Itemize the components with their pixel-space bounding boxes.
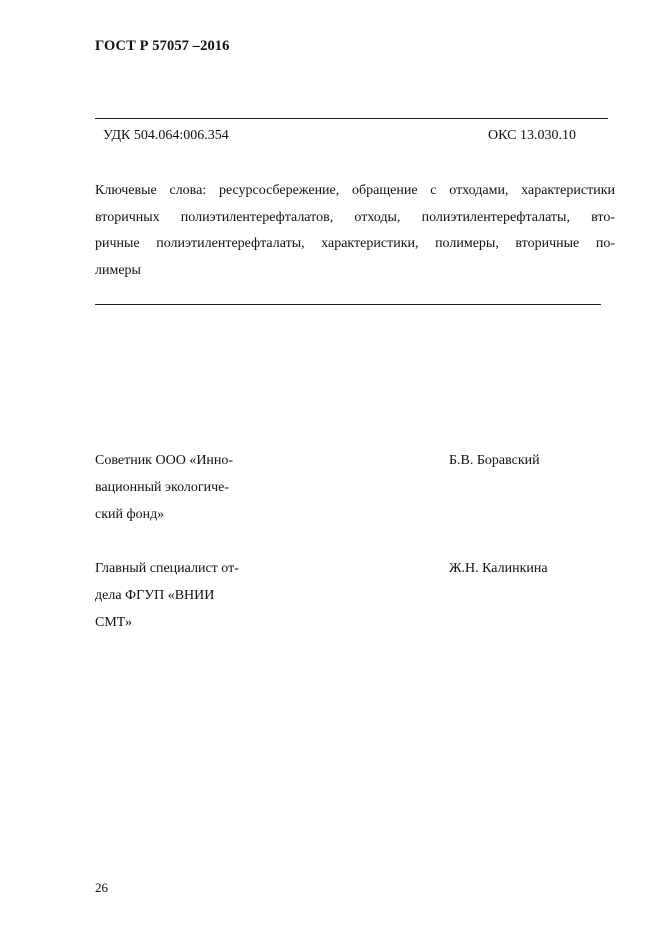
standard-header: ГОСТ Р 57057 –2016 [95,38,230,54]
signatory-title-line: Главный специалист от- [95,561,239,576]
signatory-title-line: Советник ООО «Инно- [95,453,234,468]
keywords-line: вторичных полиэтилентерефталатов, отходы, полиэтилентерефталаты, вто- [95,209,615,225]
keywords-line: ричные полиэтилентерефталаты, характеристики, полимеры, вторичные по- [95,236,615,251]
signatory-title-line: вационный экологиче- [95,480,230,495]
signatory-name: Ж.Н. Калинкина [449,561,548,576]
signatory-title-line: ский фонд» [95,507,165,522]
signatory-title-line: СМТ» [95,615,132,630]
page-number: 26 [95,880,108,895]
oks-code: ОКС 13.030.10 [488,128,576,143]
bottom-divider [95,304,601,305]
signatory-title [95,447,233,528]
keywords-paragraph [95,178,615,284]
signatory-title-line: дела ФГУП «ВНИИ [95,588,215,603]
keywords-line: лимеры [95,262,141,278]
top-divider [95,118,608,119]
udk-code: УДК 504.064:006.354 [103,128,229,143]
keywords-line: Ключевые слова: ресурсосбережение, обращение с отходами, характеристики [95,183,615,198]
signatory-title [95,555,239,636]
signatory-name: Б.В. Боравский [449,453,540,468]
